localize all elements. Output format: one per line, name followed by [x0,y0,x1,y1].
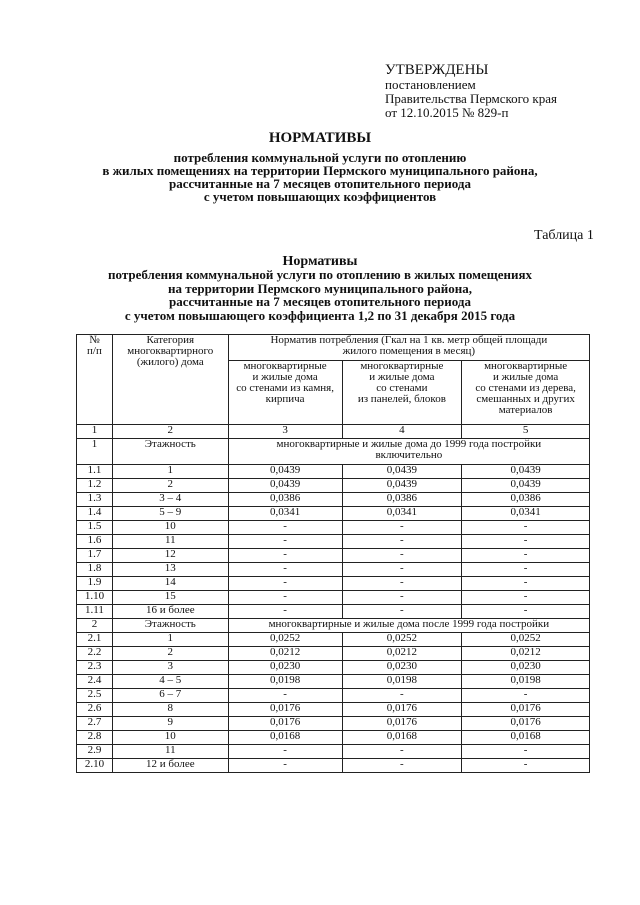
row-num: 2.7 [77,717,113,731]
table-row [77,731,590,745]
table-number: Таблица 1 [534,228,594,243]
approval-block [385,62,557,120]
row-num: 1.4 [77,507,113,521]
row-wood: - [462,759,590,773]
row-brick: - [228,689,342,703]
row-floors: 8 [112,703,228,717]
row-wood: - [462,563,590,577]
row-brick: 0,0176 [228,717,342,731]
table-row [77,745,590,759]
approval-line: постановлением [385,77,476,92]
table-row [77,605,590,619]
section-title: многоквартирные и жилые дома до 1999 года постройки включительно [228,439,589,465]
row-floors: 3 – 4 [112,493,228,507]
header-norm: Норматив потребления (Гкал на 1 кв. метр общей площади жилого помещения в месяц) [228,335,589,361]
row-brick: 0,0252 [228,633,342,647]
row-floors: 12 и более [112,759,228,773]
subtitle-line: потребления коммунальной услуги по отоплению в жилых помещениях [108,267,532,282]
row-floors: 11 [112,745,228,759]
column-number-cell: 4 [342,425,462,439]
subtitle-line: рассчитанные на 7 месяцев отопительного периода [169,294,471,309]
row-brick: - [228,549,342,563]
row-brick: 0,0386 [228,493,342,507]
row-floors: 5 – 9 [112,507,228,521]
row-num: 2.10 [77,759,113,773]
document-subtitle [0,151,640,203]
row-panel: 0,0439 [342,479,462,493]
table-row [77,493,590,507]
row-wood: 0,0230 [462,661,590,675]
row-panel: 0,0212 [342,647,462,661]
column-number-row [77,425,590,439]
table-row [77,465,590,479]
row-floors: 15 [112,591,228,605]
row-floors: 2 [112,479,228,493]
row-brick: - [228,759,342,773]
table-row [77,577,590,591]
row-panel: 0,0439 [342,465,462,479]
row-floors: 4 – 5 [112,675,228,689]
row-num: 1.8 [77,563,113,577]
norms-table-body [77,335,590,773]
row-floors: 11 [112,535,228,549]
row-panel: - [342,521,462,535]
approval-heading: УТВЕРЖДЕНЫ [385,62,489,78]
row-floors: 1 [112,633,228,647]
row-floors: 14 [112,577,228,591]
row-brick: 0,0439 [228,479,342,493]
row-panel: - [342,759,462,773]
row-panel: 0,0341 [342,507,462,521]
row-brick: 0,0198 [228,675,342,689]
row-wood: - [462,689,590,703]
row-panel: - [342,577,462,591]
row-num: 1.6 [77,535,113,549]
table-row [77,549,590,563]
subtitle-line: потребления коммунальной услуги по отоплению [173,150,467,165]
row-wood: 0,0439 [462,479,590,493]
row-wood: 0,0176 [462,717,590,731]
row-num: 2.3 [77,661,113,675]
row-wood: - [462,535,590,549]
row-wood: 0,0341 [462,507,590,521]
row-num: 1.3 [77,493,113,507]
row-brick: - [228,563,342,577]
table-row [77,689,590,703]
row-floors: 16 и более [112,605,228,619]
row-wood: - [462,591,590,605]
row-brick: - [228,577,342,591]
row-panel: 0,0168 [342,731,462,745]
subtitle-line: с учетом повышающего коэффициента 1,2 по 31 декабря 2015 года [124,307,516,323]
section-label: Этажность [112,619,228,633]
row-wood: - [462,577,590,591]
row-wood: 0,0198 [462,675,590,689]
table-row [77,675,590,689]
row-brick: - [228,521,342,535]
table-row [77,535,590,549]
subtitle-line: на территории Пермского муниципального района, [167,280,473,296]
row-floors: 2 [112,647,228,661]
row-floors: 12 [112,549,228,563]
row-wood: - [462,745,590,759]
table-row [77,563,590,577]
row-panel: 0,0198 [342,675,462,689]
table-row [77,521,590,535]
row-brick: 0,0176 [228,703,342,717]
row-num: 1.11 [77,605,113,619]
row-panel: - [342,535,462,549]
column-number-cell: 2 [112,425,228,439]
column-number-cell: 1 [77,425,113,439]
row-wood: 0,0176 [462,703,590,717]
row-brick: 0,0439 [228,465,342,479]
row-brick: 0,0341 [228,507,342,521]
subtitle-line: в жилых помещениях на территории Пермского муниципального района, [102,163,538,178]
table-subtitle [0,268,640,322]
row-panel: 0,0386 [342,493,462,507]
header-category: Категория многоквартирного (жилого) дома [112,335,228,425]
row-wood: - [462,521,590,535]
row-panel: - [342,605,462,619]
row-num: 2.6 [77,703,113,717]
row-num: 1.10 [77,591,113,605]
row-panel: 0,0176 [342,703,462,717]
row-floors: 10 [112,731,228,745]
row-num: 1.1 [77,465,113,479]
table-title: Нормативы [282,254,358,269]
header-row [77,335,590,361]
table-row [77,479,590,493]
section-num: 2 [77,619,113,633]
subtitle-line: рассчитанные на 7 месяцев отопительного периода [169,176,471,191]
approval-line: Правительства Пермского края [385,91,557,106]
row-num: 2.8 [77,731,113,745]
header-num: № п/п [77,335,113,425]
section-title: многоквартирные и жилые дома после 1999 года постройки [228,619,589,633]
norms-table [76,334,590,773]
header-col3: многоквартирные и жилые дома со стенами из камня, кирпича [228,361,342,425]
row-num: 2.1 [77,633,113,647]
row-num: 1.5 [77,521,113,535]
row-num: 2.2 [77,647,113,661]
row-wood: 0,0168 [462,731,590,745]
column-number-cell: 3 [228,425,342,439]
header-col4: многоквартирные и жилые дома со стенами из панелей, блоков [342,361,462,425]
section-num: 1 [77,439,113,465]
row-num: 2.9 [77,745,113,759]
row-num: 1.9 [77,577,113,591]
row-wood: 0,0212 [462,647,590,661]
row-panel: 0,0252 [342,633,462,647]
row-floors: 6 – 7 [112,689,228,703]
row-floors: 3 [112,661,228,675]
row-wood: 0,0439 [462,465,590,479]
row-panel: - [342,563,462,577]
section-label: Этажность [112,439,228,465]
table-row [77,661,590,675]
row-num: 2.4 [77,675,113,689]
row-wood: - [462,605,590,619]
table-row [77,703,590,717]
table-row [77,507,590,521]
row-brick: - [228,591,342,605]
row-panel: 0,0176 [342,717,462,731]
row-panel: - [342,689,462,703]
table-row [77,759,590,773]
row-num: 1.7 [77,549,113,563]
header-col5: многоквартирные и жилые дома со стенами из дерева, смешанных и других материалов [462,361,590,425]
row-num: 1.2 [77,479,113,493]
row-wood: 0,0386 [462,493,590,507]
row-floors: 9 [112,717,228,731]
row-num: 2.5 [77,689,113,703]
row-brick: - [228,535,342,549]
subtitle-line: с учетом повышающих коэффициентов [203,189,437,204]
row-floors: 10 [112,521,228,535]
row-panel: - [342,745,462,759]
row-brick: 0,0168 [228,731,342,745]
row-brick: 0,0230 [228,661,342,675]
table-row [77,717,590,731]
document-title: НОРМАТИВЫ [268,130,372,146]
row-panel: 0,0230 [342,661,462,675]
row-panel: - [342,591,462,605]
row-brick: - [228,745,342,759]
section-row [77,619,590,633]
column-number-cell: 5 [462,425,590,439]
row-wood: - [462,549,590,563]
table-row [77,647,590,661]
row-wood: 0,0252 [462,633,590,647]
table-row [77,591,590,605]
row-panel: - [342,549,462,563]
row-brick: 0,0212 [228,647,342,661]
row-floors: 13 [112,563,228,577]
row-floors: 1 [112,465,228,479]
approval-line: от 12.10.2015 № 829-п [385,105,509,120]
table-row [77,633,590,647]
row-brick: - [228,605,342,619]
section-row [77,439,590,465]
